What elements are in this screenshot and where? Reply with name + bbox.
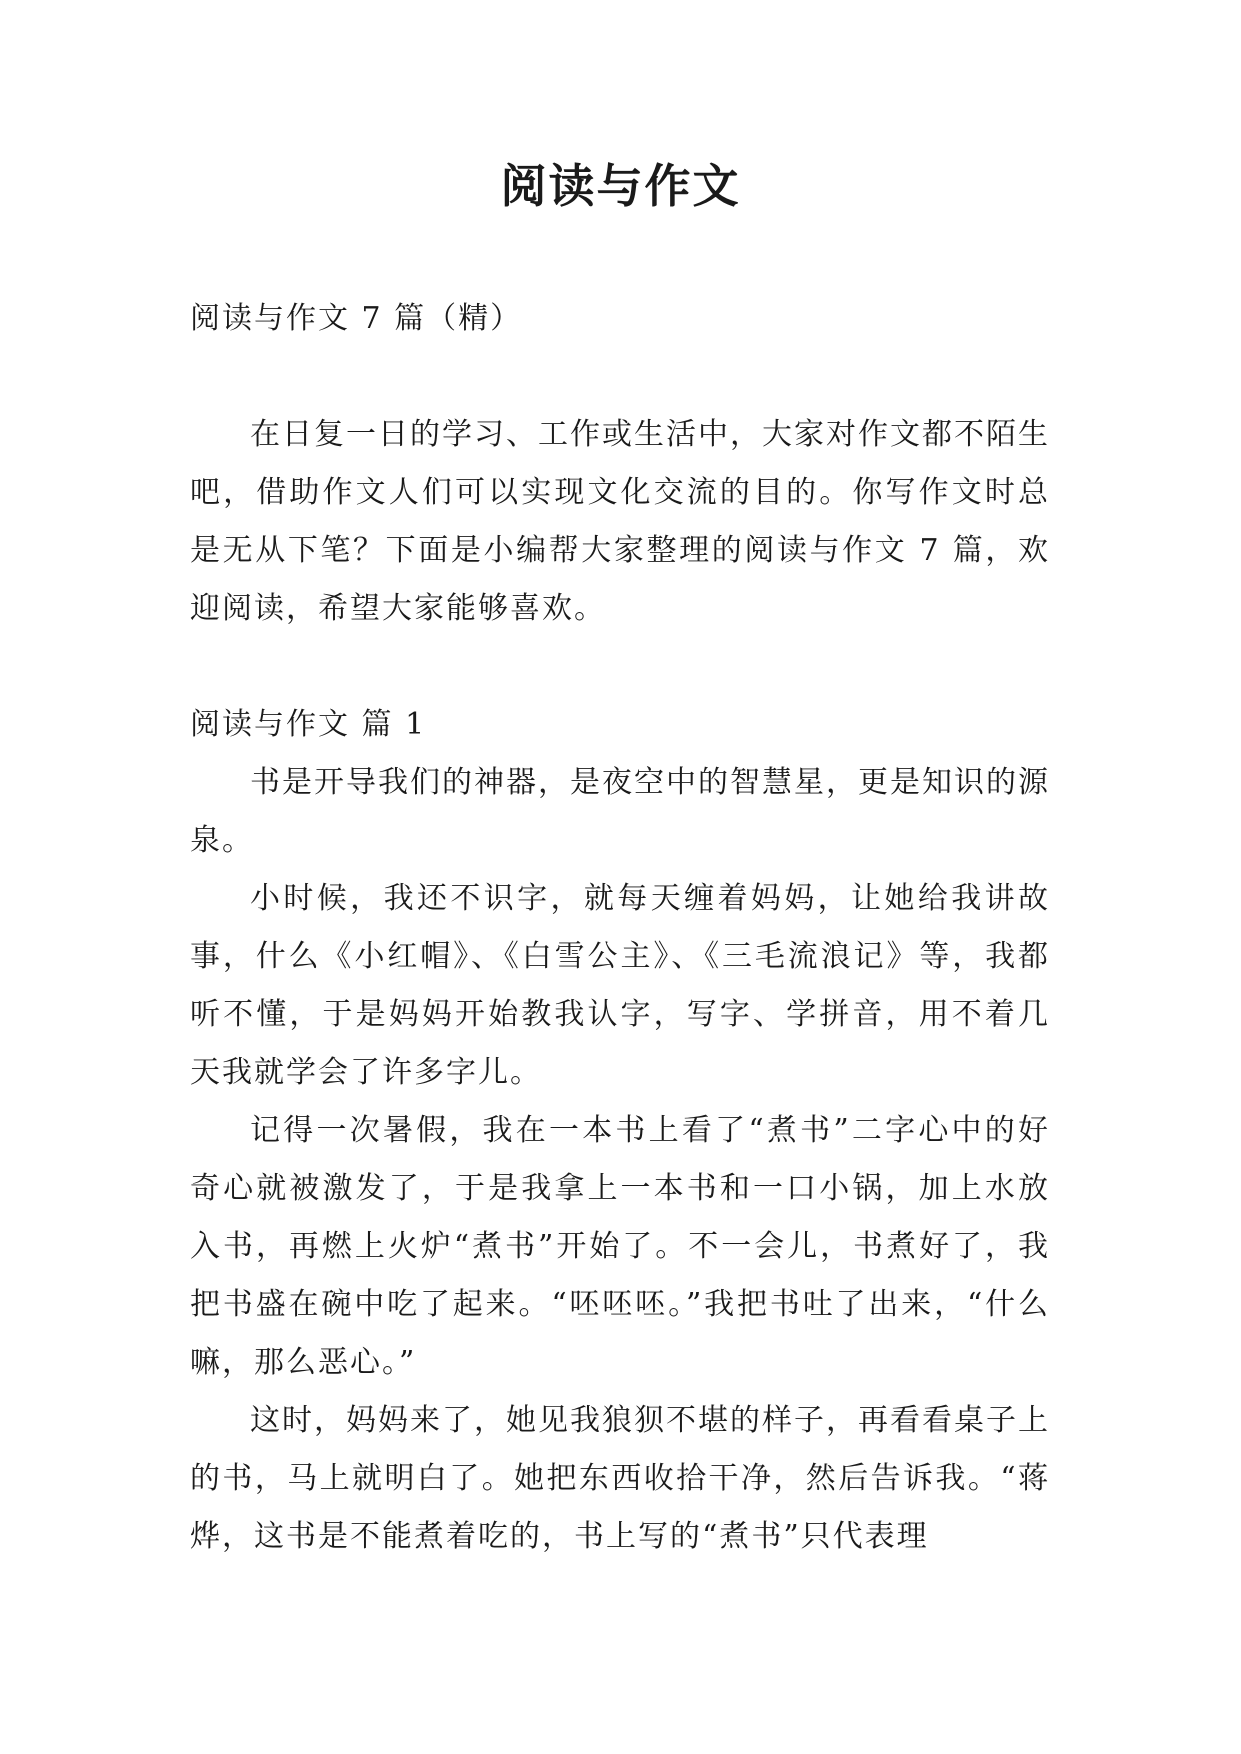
section-heading: 阅读与作文 篇 1 bbox=[190, 707, 427, 742]
body-paragraph: 记得一次暑假，我在一本书上看了“煮书”二字心中的好奇心就被激发了，于是我拿上一本书和一口小锅，加上水放入书，再燃上火炉“煮书”开始了。不一会儿，书煮好了，我把书盛在碗中吃了起来。“呸呸呸。”我把书吐了出来，“什么嘛，那么恶心。” bbox=[190, 1113, 1050, 1380]
document-body bbox=[190, 290, 1050, 1566]
intro-paragraph: 在日复一日的学习、工作或生活中，大家对作文都不陌生吧，借助作文人们可以实现文化交流的目的。你写作文时总是无从下笔？下面是小编帮大家整理的阅读与作文 7 篇，欢迎阅读，希望大家能够喜欢。 bbox=[190, 417, 1050, 626]
body-paragraph: 书是开导我们的神器，是夜空中的智慧星，更是知识的源泉。 bbox=[190, 765, 1050, 858]
body-paragraph: 这时，妈妈来了，她见我狼狈不堪的样子，再看看桌子上的书，马上就明白了。她把东西收拾干净，然后告诉我。“蒋烨，这书是不能煮着吃的，书上写的“煮书”只代表理 bbox=[190, 1403, 1050, 1554]
document-subtitle: 阅读与作文 7 篇（精） bbox=[190, 301, 523, 336]
document-title: 阅读与作文 bbox=[500, 159, 741, 213]
body-paragraph: 小时候，我还不识字，就每天缠着妈妈，让她给我讲故事，什么《小红帽》、《白雪公主》、《三毛流浪记》等，我都听不懂，于是妈妈开始教我认字，写字、学拼音，用不着几天我就学会了许多字儿。 bbox=[190, 881, 1050, 1090]
